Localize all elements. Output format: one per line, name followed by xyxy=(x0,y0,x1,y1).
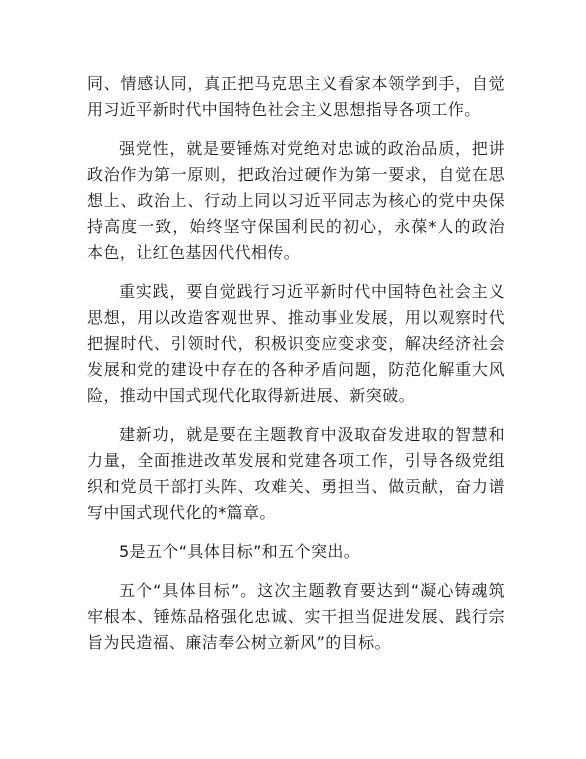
paragraph-build-new-merits: 建新功，就是要在主题教育中汲取奋发进取的智慧和力量，全面推进改革发展和党建各项工作，引导各级党组织和党员干部打头阵、攻难关、勇担当、做贡献，奋力谱写中国式现代化的*篇章。 xyxy=(87,425,505,522)
paragraph-five-goals-heading: 5是五个“具体目标”和五个突出。 xyxy=(119,542,361,561)
paragraph-five-goals-detail: 五个“具体目标”。这次主题教育要达到“凝心铸魂筑牢根本、锤炼品格强化忠诚、实干担当促进发展、践行宗旨为民造福、廉洁奉公树立新风”的目标。 xyxy=(87,581,505,652)
paragraph-strengthen-party-spirit: 强党性，就是要锤炼对党绝对忠诚的政治品质，把讲政治作为第一原则，把政治过硬作为第一要求，自觉在思想上、政治上、行动上同以习近平同志为核心的党中央保持高度一致，始终坚守保国利民的初心，永葆*人的政治本色，让红色基因代代相传。 xyxy=(87,139,505,262)
paragraph-continuation: 同、情感认同，真正把马克思主义看家本领学到手，自觉用习近平新时代中国特色社会主义思想指导各项工作。 xyxy=(87,74,505,119)
document-body xyxy=(87,71,505,669)
paragraph-emphasize-practice: 重实践，要自觉践行习近平新时代中国特色社会主义思想，用以改造客观世界、推动事业发展，用以观察时代把握时代、引领时代，积极识变应变求变，解决经济社会发展和党的建设中存在的各种矛盾问题，防范化解重大风险，推动中国式现代化取得新进展、新突破。 xyxy=(87,282,505,405)
